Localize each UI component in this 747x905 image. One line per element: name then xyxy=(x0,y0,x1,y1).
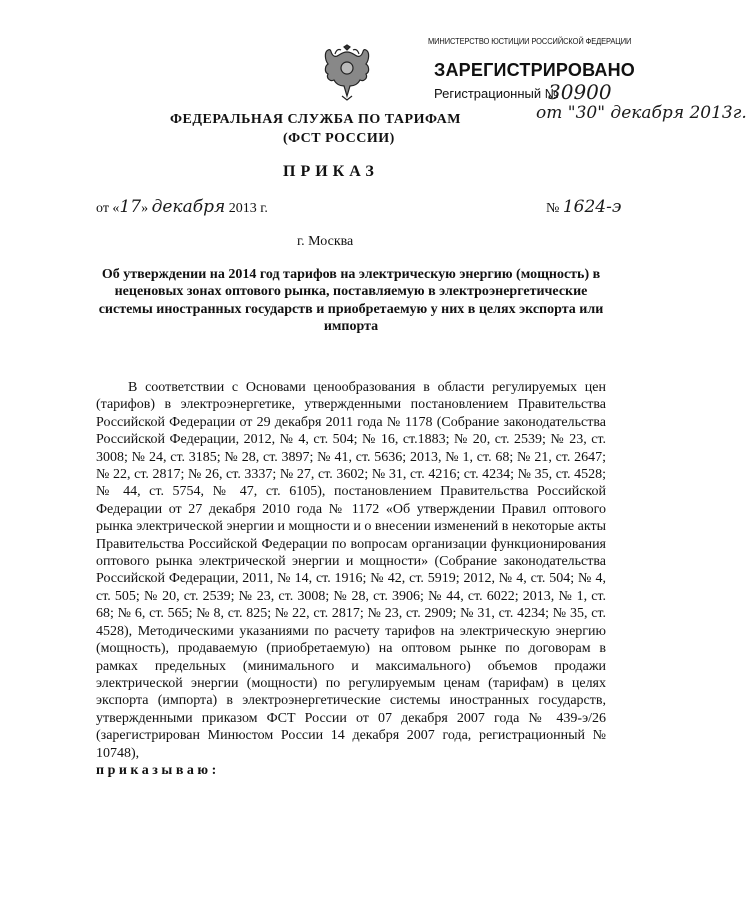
document-number xyxy=(546,197,621,217)
body-paragraph: В соответствии с Основами ценообразования в области регулируемых цен (тарифов) в электроэнергетике, утвержденными постановлением Правительства Российской Федерации от 29 декабря 2011 года № 1178 (Собрание законодательства Российской Федерации, 2012, № 4, ст. 504; № 16, ст.1883; № 20, ст. 2539; № 23, ст. 3008; № 24, ст. 3185; № 28, ст. 3897; № 41, ст. 5636; 2013, № 1, ст. 68; № 21, ст. 2647; № 22, ст. 2817; № 26, ст. 3337; № 27, ст. 3602; № 31, ст. 4216; ст. 4234; № 35, ст. 4528; № 44, ст. 5754, № 47, ст. 6105), постановлением Правительства Российской Федерации от 27 декабря 2010 года № 1172 «Об утверждении Правил оптового рынка электрической энергии и мощности и о внесении изменений в некоторые акты Правительства Российской Федерации по вопросам организации функционирования оптового рынка электрической энергии и мощности» (Собрание законодательства Российской Федерации, 2011, № 14, ст. 1916; № 42, ст. 5919; 2012, № 4, ст. 504; № 4, ст. 505; № 20, ст. 2539; № 23, ст. 3008; № 28, ст. 3906; № 44, ст. 6022; 2013, № 1, ст. 68; № 6, ст. 565; № 8, ст. 825; № 22, ст. 2817; № 23, ст. 2909; № 31, ст. 4234; № 35, ст. 4528), Методическими указаниями по расчету тарифов на электрическую энергию (мощность), продаваемую (приобретаемую) на оптовом рынке по договорам в рамках предельных (минимального и максимального) объемов продажи электрической энергии (мощности) по регулируемым ценам (тарифам) в целях экспорта (импорта) в электроэнергетические системы иностранных государств, утвержденными приказом ФСТ России от 07 декабря 2007 года № 439-э/26 (зарегистрирован Минюстом России 14 декабря 2007 года, регистрационный № 10748), xyxy=(96,380,606,761)
coat-of-arms-icon xyxy=(322,44,372,102)
date-mid: » xyxy=(141,201,152,216)
stamp-reg-number-label: Регистрационный № xyxy=(434,86,559,101)
date-month: декабря xyxy=(151,197,226,217)
date-day: 17 xyxy=(119,197,142,217)
stamp-registered-text: ЗАРЕГИСТРИРОВАНО xyxy=(434,60,635,80)
order-word: приказываю: xyxy=(96,762,220,778)
date-prefix: от « xyxy=(96,201,120,216)
document-city: г. Москва xyxy=(297,234,354,249)
number-value: 1624-э xyxy=(562,197,622,217)
date-year: 2013 г. xyxy=(225,201,268,216)
document-date xyxy=(96,197,268,217)
stamp-ministry-text: МИНИСТЕРСТВО ЮСТИЦИИ РОССИЙСКОЙ ФЕДЕРАЦИИ xyxy=(428,36,632,46)
agency-abbreviation: (ФСТ РОССИИ) xyxy=(283,131,395,146)
number-label: № xyxy=(546,201,563,216)
stamp-reg-number-value: 30900 xyxy=(548,80,612,104)
agency-name: ФЕДЕРАЛЬНАЯ СЛУЖБА ПО ТАРИФАМ xyxy=(170,112,461,127)
document-title: ПРИКАЗ xyxy=(283,163,379,180)
document-body xyxy=(96,379,606,779)
document-subject: Об утверждении на 2014 год тарифов на электрическую энергию (мощность) в неценовых зонах оптового рынка, поставляемую в электроэнергетические системы иностранных государств и приобретаемую у них в целях экспорта или импорта xyxy=(98,267,604,335)
stamp-reg-date: от "30" декабря 2013г. xyxy=(536,103,747,123)
